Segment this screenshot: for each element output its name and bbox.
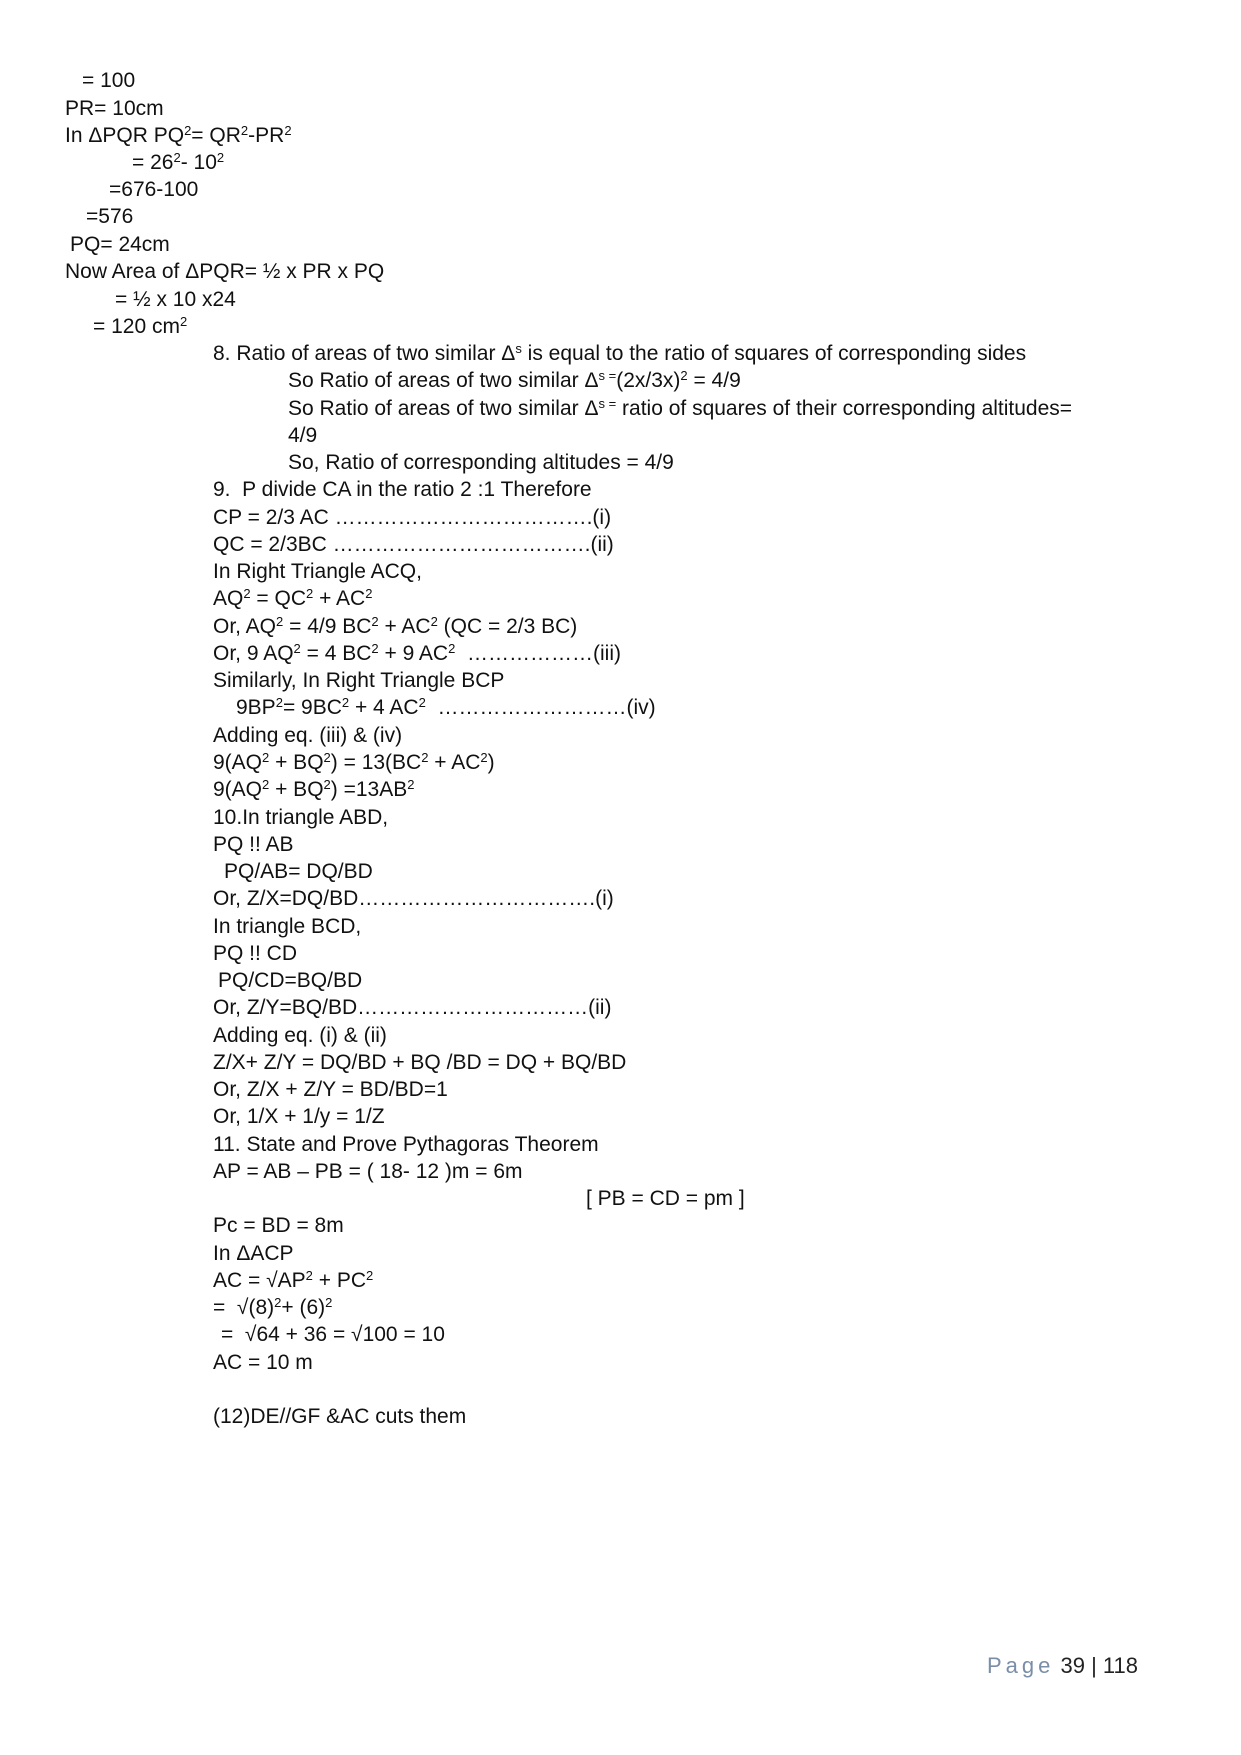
text-line — [213, 1050, 626, 1076]
line-text: = QC — [250, 587, 307, 610]
line-text: Or, Z/X=DQ/BD…………………………….(i) — [213, 887, 614, 910]
line-text: (12)DE//GF &AC cuts them — [213, 1405, 467, 1428]
superscript: 2 — [448, 641, 456, 656]
superscript: 2 — [371, 641, 379, 656]
superscript: s = — [598, 368, 617, 383]
line-text: In triangle BCD, — [213, 915, 362, 938]
line-text: Adding eq. (iii) & (iv) — [213, 724, 403, 747]
page-number: 39 | 118 — [1060, 1653, 1138, 1678]
superscript: 2 — [341, 695, 350, 710]
line-text: So Ratio of areas of two similar Δ — [288, 369, 599, 392]
text-line — [213, 559, 422, 585]
text-line — [213, 477, 592, 503]
line-text: + AC — [428, 751, 481, 774]
line-text: = 120 cm — [93, 315, 180, 338]
text-line — [288, 368, 741, 394]
line-text: PR= 10cm — [65, 97, 164, 120]
superscript: 2 — [216, 150, 225, 165]
superscript: 2 — [293, 641, 301, 656]
line-text: In ΔPQR PQ — [65, 124, 185, 147]
superscript: 2 — [407, 777, 415, 792]
line-text: + AC — [378, 615, 431, 638]
line-text: 8. Ratio of areas of two similar Δ — [213, 342, 516, 365]
text-line — [82, 68, 135, 94]
superscript: 2 — [323, 750, 331, 765]
text-line — [213, 1023, 387, 1049]
line-text: Z/X+ Z/Y = DQ/BD + BQ /BD = DQ + BQ/BD — [213, 1051, 627, 1074]
line-text: PQ/CD=BQ/BD — [218, 969, 363, 992]
text-line — [213, 505, 611, 531]
text-line — [132, 150, 224, 176]
line-text: In ΔACP — [213, 1242, 294, 1265]
superscript: 2 — [430, 614, 438, 629]
text-line — [218, 968, 362, 994]
superscript: 2 — [262, 750, 270, 765]
text-line — [213, 1241, 294, 1267]
line-text: ratio of squares of their corresponding altitudes= — [616, 397, 1073, 420]
text-line — [213, 914, 361, 940]
line-text: AC = 10 m — [213, 1351, 313, 1374]
superscript: 2 — [306, 586, 314, 601]
page-footer — [987, 1652, 1138, 1680]
line-text: 9. P divide CA in the ratio 2 :1 Therefore — [213, 478, 592, 501]
line-text: Adding eq. (i) & (ii) — [213, 1024, 387, 1047]
line-text: PQ !! AB — [213, 833, 294, 856]
line-text: PQ/AB= DQ/BD — [224, 860, 373, 883]
text-line — [288, 396, 1072, 422]
line-text: Or, Z/X + Z/Y = BD/BD=1 — [213, 1078, 448, 1101]
line-text: - 10 — [180, 151, 217, 174]
superscript: 2 — [274, 1295, 282, 1310]
text-line — [213, 641, 621, 667]
line-text: Pc = BD = 8m — [213, 1214, 344, 1237]
line-text: = 100 — [82, 69, 136, 92]
text-line — [213, 341, 1026, 367]
text-line — [65, 123, 292, 149]
superscript: s — [515, 341, 522, 356]
line-text: = QR — [191, 124, 241, 147]
superscript: 2 — [365, 586, 373, 601]
superscript: 2 — [325, 1295, 333, 1310]
text-line — [213, 1104, 385, 1130]
superscript: 2 — [284, 123, 292, 138]
text-line — [213, 941, 297, 967]
superscript: 2 — [275, 695, 283, 710]
superscript: 2 — [323, 777, 331, 792]
line-text: QC = 2/3BC ……………………………….(ii) — [213, 533, 614, 556]
line-text: ………………(iii) — [455, 642, 621, 665]
line-text: Or, 1/X + 1/y = 1/Z — [213, 1105, 385, 1128]
line-text: + 9 AC — [378, 642, 449, 665]
line-text: + AC — [313, 587, 366, 610]
text-line — [213, 1350, 313, 1376]
superscript: 2 — [262, 777, 270, 792]
superscript: 2 — [240, 123, 249, 138]
line-text: = √(8) — [213, 1296, 275, 1319]
text-line — [65, 259, 384, 285]
line-text: 9BP — [236, 696, 276, 719]
line-text: (2x/3x) — [616, 369, 681, 392]
text-line — [213, 995, 611, 1021]
superscript: 2 — [184, 123, 192, 138]
line-text: = ½ x 10 x24 — [115, 288, 236, 311]
text-line — [213, 586, 372, 612]
text-line — [213, 614, 577, 640]
line-text: Or, Z/Y=BQ/BD……………………………(ii) — [213, 996, 612, 1019]
line-text: Now Area of ΔPQR= ½ x PR x PQ — [65, 260, 385, 283]
text-line — [213, 668, 504, 694]
text-line — [213, 1268, 373, 1294]
superscript: 2 — [305, 1268, 313, 1283]
text-line — [65, 96, 164, 122]
text-line — [236, 695, 656, 721]
text-line — [213, 777, 414, 803]
line-text: Similarly, In Right Triangle BCP — [213, 669, 505, 692]
line-text: PQ !! CD — [213, 942, 298, 965]
line-text: + PC — [312, 1269, 366, 1292]
line-text: ) — [487, 751, 495, 774]
line-text: ………………………(iv) — [425, 696, 656, 719]
superscript: 2 — [480, 750, 488, 765]
line-text: AP = AB – PB = ( 18- 12 )m = 6m — [213, 1160, 523, 1183]
superscript: 2 — [366, 1268, 374, 1283]
line-text: ) =13AB — [330, 778, 408, 801]
line-text: = √64 + 36 = √100 = 10 — [221, 1323, 445, 1346]
line-text: In Right Triangle ACQ, — [213, 560, 422, 583]
line-text: = 9BC — [282, 696, 342, 719]
text-line — [213, 805, 388, 831]
line-text: 4/9 — [288, 424, 318, 447]
superscript: 2 — [680, 368, 688, 383]
text-line — [221, 1322, 445, 1348]
line-text: is equal to the ratio of squares of corresponding sides — [521, 342, 1027, 365]
text-line — [213, 1159, 523, 1185]
line-text: + BQ — [269, 751, 324, 774]
line-text: AQ — [213, 587, 244, 610]
text-line — [213, 532, 614, 558]
line-text: 9(AQ — [213, 778, 263, 801]
text-line — [213, 723, 402, 749]
line-text: = 4/9 BC — [283, 615, 372, 638]
text-line — [213, 1404, 466, 1430]
text-line — [288, 450, 674, 476]
line-text: =576 — [86, 205, 134, 228]
line-text: PQ= 24cm — [70, 233, 170, 256]
superscript: 2 — [173, 150, 181, 165]
superscript: s = — [598, 396, 617, 411]
text-line — [213, 1077, 448, 1103]
line-text: Or, 9 AQ — [213, 642, 294, 665]
superscript: 2 — [421, 750, 429, 765]
line-text: + 4 AC — [349, 696, 419, 719]
text-line — [288, 423, 317, 449]
text-line — [93, 314, 187, 340]
text-line — [213, 1213, 344, 1239]
page-label: Page — [987, 1653, 1055, 1678]
text-line — [213, 832, 294, 858]
line-text: [ PB = CD = pm ] — [586, 1187, 745, 1210]
line-text: So, Ratio of corresponding altitudes = 4/9 — [288, 451, 674, 474]
text-line — [86, 204, 133, 230]
line-text: 11. State and Prove Pythagoras Theorem — [213, 1133, 599, 1156]
text-line — [109, 177, 198, 203]
text-line — [213, 886, 614, 912]
superscript: 2 — [371, 614, 379, 629]
text-line — [224, 859, 373, 885]
text-line — [213, 1295, 332, 1321]
text-line — [213, 1132, 599, 1158]
line-text: = 26 — [132, 151, 174, 174]
line-text: + (6) — [281, 1296, 326, 1319]
line-text: Or, AQ — [213, 615, 277, 638]
text-line — [115, 287, 236, 313]
text-line — [70, 232, 170, 258]
line-text: =676-100 — [109, 178, 199, 201]
line-text: ) = 13(BC — [330, 751, 422, 774]
superscript: 2 — [276, 614, 284, 629]
superscript: 2 — [243, 586, 251, 601]
line-text: CP = 2/3 AC ……………………………….(i) — [213, 506, 612, 529]
text-line — [586, 1186, 745, 1212]
line-text: = 4 BC — [300, 642, 372, 665]
superscript: 2 — [179, 314, 188, 329]
line-text: 10.In triangle ABD, — [213, 806, 389, 829]
line-text: = 4/9 — [687, 369, 741, 392]
line-text: -PR — [248, 124, 285, 147]
line-text: AC = √AP — [213, 1269, 306, 1292]
superscript: 2 — [418, 695, 426, 710]
line-text: + BQ — [269, 778, 324, 801]
line-text: 9(AQ — [213, 751, 263, 774]
text-line — [213, 750, 495, 776]
line-text: So Ratio of areas of two similar Δ — [288, 397, 599, 420]
line-text: (QC = 2/3 BC) — [437, 615, 578, 638]
